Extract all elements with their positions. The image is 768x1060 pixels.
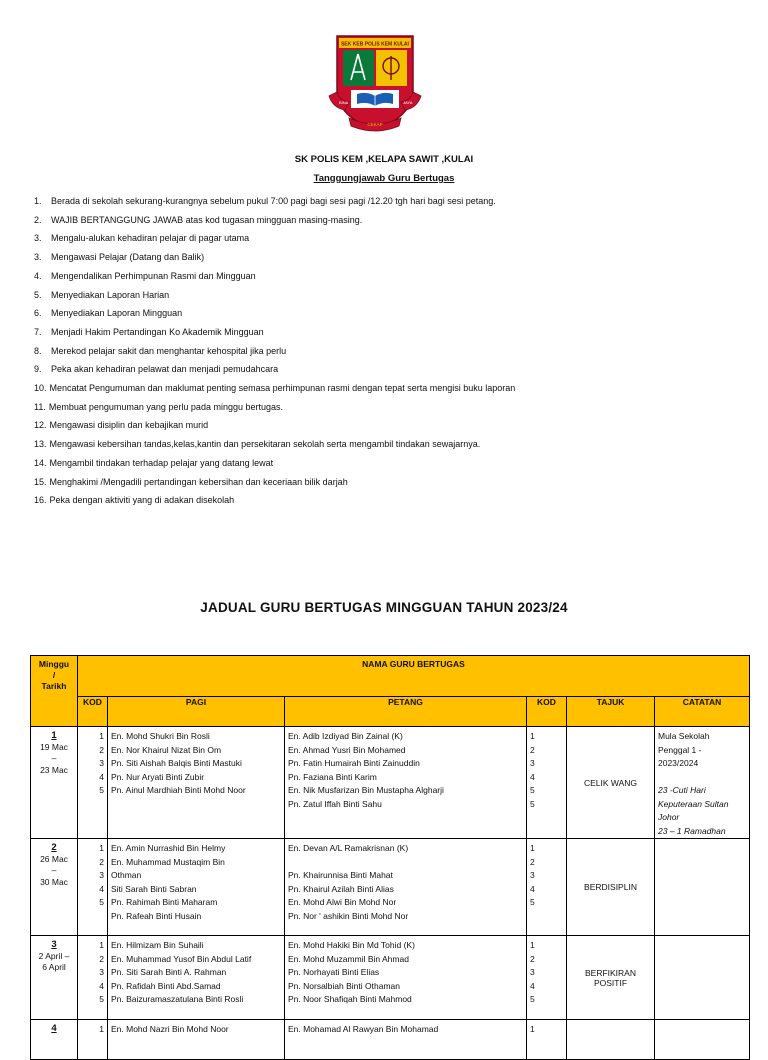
week-date-line: 23 Mac: [40, 764, 68, 775]
pagi-cell-line: En. Mohd Nazri Bin Mohd Noor: [111, 1024, 229, 1034]
catatan-spacer: [658, 771, 746, 785]
week-cell: [31, 1020, 78, 1060]
week-cell: [31, 727, 78, 839]
pagi-cell-line: En. Muhammad Yusof Bin Abdul Latif: [111, 953, 252, 964]
schedule-row: [31, 1020, 750, 1060]
kod-cell: [78, 839, 108, 936]
petang-cell-line: En. Mohd Alwi Bin Mohd Nor: [288, 897, 397, 907]
duty-item: [34, 398, 754, 417]
catatan-cell: [655, 727, 750, 839]
pagi-cell-line: En. Nor Khairul Nizat Bin Om: [111, 744, 222, 755]
duty-text: Merekod pelajar sakit dan menghantar kehospital jika perlu: [51, 345, 287, 356]
petang-cell-line: Pn. Norhayati Binti Elias: [288, 967, 380, 977]
duty-number: 15.: [34, 476, 47, 487]
kod-cell-line: 4: [99, 883, 104, 894]
kod-petang-cell-line: 4: [530, 980, 535, 991]
tajuk-line: BERFIKIRAN: [584, 967, 636, 978]
duty-number: 12.: [34, 420, 47, 431]
catatan-note: 23 -Cuti Hari: [658, 785, 706, 795]
duty-text: Mengawasi kebersihan tandas,kelas,kantin dan persekitaran sekolah serta mengambil tindakan sewajarnya.: [49, 439, 481, 450]
duty-number: 5.: [34, 289, 42, 300]
school-name: SK POLIS KEM ,KELAPA SAWIT ,KULAI: [294, 154, 474, 165]
header-nama-guru: NAMA GURU BERTUGAS: [78, 656, 750, 697]
pagi-cell: [108, 1020, 285, 1060]
duty-text: Peka akan kehadiran pelawat dan menjadi pemudahcara: [51, 364, 279, 375]
duty-text: Mengendalikan Perhimpunan Rasmi dan Mingguan: [51, 270, 256, 281]
petang-cell-line: Pn. Khairul Azilah Binti Alias: [288, 883, 394, 894]
petang-cell-line: En. Mohamad Al Rawyan Bin Mohamad: [288, 1024, 439, 1034]
kod-petang-cell-line: 4: [530, 883, 535, 894]
header-kod-petang: KOD: [527, 697, 567, 727]
pagi-cell: [108, 936, 285, 1020]
duty-text: Menyediakan Laporan Harian: [51, 289, 170, 300]
week-date-line: –: [51, 865, 57, 875]
tajuk-cell: CELIK WANG: [567, 727, 655, 839]
kod-cell-line: 2: [99, 953, 104, 964]
catatan-line: Penggal 1 -: [658, 744, 702, 755]
duty-item: [34, 304, 754, 323]
duty-number: 4.: [34, 270, 42, 281]
duty-item: [34, 416, 754, 435]
kod-cell-line: 4: [99, 771, 104, 782]
kod-petang-cell: [527, 727, 567, 839]
duty-number: 11.: [34, 401, 46, 412]
pagi-cell-line: Pn. Siti Aishah Balqis Binti Mastuki: [111, 758, 242, 768]
header-pagi: PAGI: [108, 697, 285, 727]
kod-cell-line: 5: [99, 785, 104, 795]
kod-petang-cell-line: 5: [530, 798, 535, 809]
header-minggu: Minggu / Tarikh: [31, 656, 78, 727]
kod-cell: [78, 936, 108, 1020]
header-kod: KOD: [78, 697, 108, 727]
kod-cell-line: 3: [99, 967, 104, 977]
kod-cell-line: 1: [99, 1024, 104, 1034]
duty-item: [34, 379, 754, 398]
petang-cell-line: En. Devan A/L Ramakrisnan (K): [288, 843, 409, 853]
kod-cell-line: 5: [99, 994, 104, 1004]
catatan-note: 23 – 1 Ramadhan: [658, 825, 726, 836]
pagi-cell-line: Pn. Baizuramaszatulana Binti Rosli: [111, 994, 244, 1004]
petang-cell-line: En. Nik Musfarizan Bin Mustapha Algharji: [288, 785, 444, 795]
duty-text: Membuat pengumuman yang perlu pada minggu bertugas.: [48, 401, 283, 412]
duty-item: [34, 473, 754, 492]
petang-cell-line: Pn. Fatin Humairah Binti Zainuddin: [288, 758, 420, 768]
week-cell: [31, 936, 78, 1020]
week-number: 3: [51, 939, 57, 950]
duty-text: Menghakimi /Mengadili pertandingan kebersihan dan keceriaan bilik darjah: [49, 476, 348, 487]
pagi-cell-line: Pn. Ainul Mardhiah Binti Mohd Noor: [111, 785, 246, 795]
kod-petang-cell-line: 5: [530, 897, 535, 907]
catatan-note: Keputeraan Sultan: [658, 798, 729, 809]
schedule-row: [31, 727, 750, 839]
duty-text: Mencatat Pengumuman dan maklumat penting semasa perhimpunan rasmi dengan tepat serta mengisi buku laporan: [49, 383, 516, 394]
week-date-line: 6 April: [42, 962, 66, 972]
petang-cell-line: Pn. Norsalbiah Binti Othaman: [288, 980, 400, 991]
kod-petang-cell-line: 5: [530, 785, 535, 795]
kod-petang-cell: [527, 936, 567, 1020]
kod-cell-line: 1: [99, 843, 104, 853]
kod-petang-cell-line: 5: [530, 994, 535, 1004]
pagi-cell: [108, 727, 285, 839]
kod-cell: [78, 1020, 108, 1060]
duty-number: 6.: [34, 308, 42, 319]
kod-petang-cell-line: 1: [530, 940, 535, 950]
kod-cell-line: 5: [99, 897, 104, 907]
week-date-line: 26 Mac: [40, 853, 68, 864]
pagi-cell-line: Pn. Rahimah Binti Maharam: [111, 897, 218, 907]
pagi-cell-line: Pn. Siti Sarah Binti A. Rahman: [111, 967, 227, 977]
kod-cell-line: 2: [99, 744, 104, 755]
duty-number: 8.: [34, 345, 42, 356]
petang-cell-line: En. Ahmad Yusri Bin Mohamed: [288, 744, 406, 755]
duty-number: 1.: [34, 196, 42, 206]
pagi-cell-line: Pn. Rafeah Binti Husain: [111, 910, 202, 921]
duty-number: 10.: [34, 383, 47, 394]
duty-number: 9.: [34, 364, 42, 375]
duty-item: [34, 435, 754, 454]
tajuk-cell: BERDISIPLIN: [567, 839, 655, 936]
petang-cell-line: [288, 856, 523, 870]
petang-cell-line: Pn. Nor ' ashikin Binti Mohd Nor: [288, 910, 409, 921]
duties-list: [34, 192, 754, 510]
pagi-cell-line: En. Amin Nurrashid Bin Helmy: [111, 843, 226, 853]
catatan-line: Mula Sekolah: [658, 731, 710, 741]
duty-item: [34, 491, 754, 510]
kod-petang-cell-line: 2: [530, 744, 535, 755]
tajuk-cell: [567, 936, 655, 1020]
pagi-cell-line: En. Hilmizam Bin Suhaili: [111, 940, 204, 950]
week-cell: [31, 839, 78, 936]
pagi-cell-line: En. Muhammad Mustaqim Bin: [111, 856, 225, 867]
kod-petang-cell-line: 3: [530, 758, 535, 768]
pagi-cell: [108, 839, 285, 936]
duty-text: WAJIB BERTANGGUNG JAWAB atas kod tugasan mingguan masing-masing.: [51, 214, 363, 225]
logo-banner-text: SEK KEB POLIS KEM KULAI: [341, 41, 409, 48]
duty-item: [34, 248, 754, 267]
petang-cell-line: Pn. Noor Shafiqah Binti Mahmod: [288, 994, 412, 1004]
duty-item: [34, 454, 754, 473]
week-date-line: –: [51, 753, 57, 763]
schedule-title: JADUAL GURU BERTUGAS MINGGUAN TAHUN 2023/24: [200, 600, 568, 615]
petang-cell: [285, 1020, 527, 1060]
petang-cell: [285, 839, 527, 936]
tajuk-line: POSITIF: [593, 977, 628, 988]
pagi-cell-line: Siti Sarah Binti Sabran: [111, 883, 197, 894]
kod-cell-line: 2: [99, 856, 104, 867]
petang-cell-line: Pn. Faziana Binti Karim: [288, 771, 377, 782]
duty-number: 3.: [34, 233, 42, 244]
kod-cell: [78, 727, 108, 839]
kod-petang-cell-line: 4: [530, 771, 535, 782]
kod-petang-cell-line: 1: [530, 731, 535, 741]
week-number: 2: [51, 842, 57, 853]
kod-cell-line: 1: [99, 731, 104, 741]
catatan-cell: [655, 936, 750, 1020]
petang-cell-line: En. Mohd Muzammil Bin Ahmad: [288, 953, 409, 964]
kod-cell-line: 3: [99, 870, 104, 880]
header-petang: PETANG: [285, 697, 527, 727]
duty-item: [34, 211, 754, 230]
kod-cell-line: 3: [99, 758, 104, 768]
duty-item: [34, 267, 754, 286]
logo-motto: CEKAP: [367, 122, 383, 127]
kod-petang-cell-line: 2: [530, 856, 535, 867]
petang-cell-line: Pn. Zatul Iffah Binti Sahu: [288, 798, 382, 809]
kod-petang-cell-line: 3: [530, 967, 535, 977]
duty-text: Peka dengan aktiviti yang di adakan disekolah: [49, 495, 235, 506]
week-number: 4: [51, 1023, 57, 1034]
duty-text: Berada di sekolah sekurang-kurangnya sebelum pukul 7:00 pagi bagi sesi pagi /12.20 tgh hari bagi sesi petang.: [51, 196, 496, 206]
pagi-cell-line: Pn. Rafidah Binti Abd.Samad: [111, 980, 221, 991]
header-tajuk: TAJUK: [567, 697, 655, 727]
duty-number: 14.: [34, 457, 47, 468]
duties-subtitle: Tanggungjawab Guru Bertugas: [313, 173, 455, 184]
kod-petang-cell-line: 3: [530, 870, 535, 880]
logo-right-text: JAYA: [403, 100, 413, 105]
week-number: 1: [51, 730, 57, 741]
petang-cell-line: Pn. Khairunnisa Binti Mahat: [288, 870, 393, 880]
duty-text: Menyediakan Laporan Mingguan: [51, 308, 183, 319]
week-date-line: 30 Mac: [40, 876, 68, 887]
duty-text: Mengalu-alukan kehadiran pelajar di pagar utama: [51, 233, 250, 244]
duty-item: [34, 229, 754, 248]
header-catatan: CATATAN: [655, 697, 750, 727]
petang-cell: [285, 936, 527, 1020]
catatan-line: 2023/2024: [658, 758, 699, 768]
duty-number: 7.: [34, 326, 42, 337]
schedule-row: [31, 839, 750, 936]
kod-cell-line: 1: [99, 940, 104, 950]
pagi-cell-line: En. Mohd Shukri Bin Rosli: [111, 731, 210, 741]
duty-item: [34, 192, 754, 211]
catatan-cell: [655, 1020, 750, 1060]
kod-petang-cell: [527, 1020, 567, 1060]
duty-schedule-table: [30, 655, 750, 1060]
pagi-cell-line: Pn. Nur Aryati Binti Zubir: [111, 771, 205, 782]
duty-number: 2.: [34, 214, 42, 225]
kod-petang-cell: [527, 839, 567, 936]
duty-item: [34, 342, 754, 361]
kod-petang-cell-line: 2: [530, 953, 535, 964]
tajuk-cell: [567, 1020, 655, 1060]
duty-text: Mengambil tindakan terhadap pelajar yang datang lewat: [49, 457, 274, 468]
petang-cell-line: En. Mohd Hakiki Bin Md Tohid (K): [288, 940, 415, 950]
logo-left-text: BINA: [339, 100, 349, 105]
duty-number: 16.: [34, 495, 47, 506]
duty-item: [34, 286, 754, 305]
duty-text: Mengawasi Pelajar (Datang dan Balik): [51, 252, 205, 263]
catatan-cell: [655, 839, 750, 936]
school-crest-logo: [327, 30, 423, 134]
catatan-note: Johor: [658, 812, 680, 822]
petang-cell-line: En. Adib Izdiyad Bin Zainal (K): [288, 731, 403, 741]
kod-petang-cell-line: 1: [530, 843, 535, 853]
week-date-line: 2 April –: [38, 950, 70, 961]
week-date-line: 19 Mac: [40, 741, 68, 752]
duty-number: 3.: [34, 252, 42, 263]
pagi-cell-line: Othman: [111, 870, 142, 880]
kod-petang-cell-line: 1: [530, 1024, 535, 1034]
petang-cell: [285, 727, 527, 839]
duty-number: 13.: [34, 439, 47, 450]
duty-text: Mengawasi disiplin dan kebajikan murid: [49, 420, 209, 431]
kod-cell-line: 4: [99, 980, 104, 991]
duty-item: [34, 360, 754, 379]
duty-text: Menjadi Hakim Pertandingan Ko Akademik Mingguan: [51, 326, 264, 337]
duty-item: [34, 323, 754, 342]
schedule-row: [31, 936, 750, 1020]
